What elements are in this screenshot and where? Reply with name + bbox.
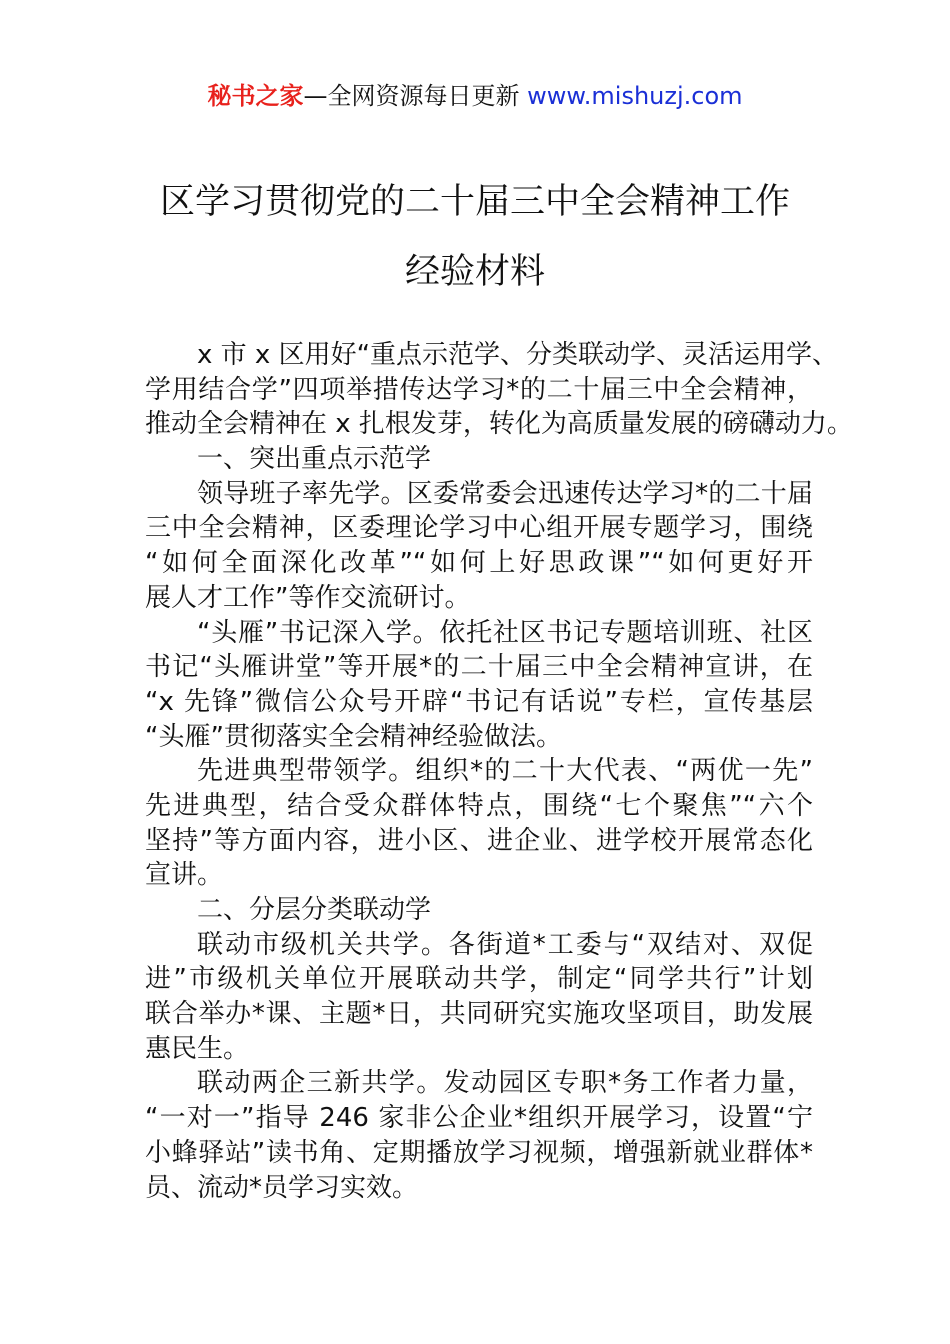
- text-line: “头雁”贯彻落实全会精神经验做法。: [145, 721, 562, 752]
- text-line: 推动全会精神在 x 扎根发芽，转化为高质量发展的磅礴动力。: [145, 409, 853, 440]
- text-line: 展人才工作”等作交流研讨。: [145, 582, 471, 613]
- text-line: 先进典型带领学。组织*的二十大代表、“两优一先”: [197, 756, 813, 787]
- document-title-line-2: 经验材料: [404, 252, 545, 292]
- text-line: 联合举办*课、主题*日，共同研究实施攻坚项目，助发展: [145, 999, 813, 1030]
- site-brand: 秘书之家: [207, 82, 304, 110]
- text-line: “x 先锋”微信公众号开辟“书记有话说”专栏，宣传基层: [145, 686, 813, 717]
- text-line: “如何全面深化改革”“如何上好思政课”“如何更好开: [145, 548, 813, 579]
- text-line: 坚持”等方面内容，进小区、进企业、进学校开展常态化: [145, 825, 813, 856]
- text-line: 书记“头雁讲堂”等开展*的二十届三中全会精神宣讲，在: [145, 652, 813, 683]
- text-line: “头雁”书记深入学。依托社区书记专题培训班、社区: [197, 617, 813, 648]
- paragraph-models: [145, 754, 813, 893]
- paragraph-leadership: [145, 477, 813, 616]
- text-line: 员、流动*员学习实效。: [145, 1172, 419, 1203]
- text-line: 三中全会精神，区委理论学习中心组开展专题学习，围绕: [145, 513, 813, 544]
- paragraph-enterprises: [145, 1066, 813, 1205]
- text-line: 联动两企三新共学。发动园区专职*务工作者力量，: [197, 1068, 813, 1099]
- site-url-link[interactable]: www.mishuzj.com: [527, 82, 743, 110]
- document-body: [145, 338, 853, 1205]
- section-heading-1: 一、突出重点示范学: [197, 444, 432, 475]
- text-line: 先进典型，结合受众群体特点，围绕“七个聚焦”“六个: [145, 790, 813, 821]
- text-line: x 市 x 区用好“重点示范学、分类联动学、灵活运用学、: [197, 340, 839, 370]
- text-line: 宣讲。: [145, 860, 224, 891]
- document-title-line-1: 区学习贯彻党的二十届三中全会精神工作: [159, 182, 790, 222]
- section-heading-2: 二、分层分类联动学: [197, 895, 432, 925]
- site-header: [0, 80, 950, 112]
- text-line: 进”市级机关单位开展联动共学，制定“同学共行”计划: [145, 964, 813, 995]
- paragraph-city-organs: [145, 928, 813, 1067]
- text-line: 小蜂驿站”读书角、定期播放学习视频，增强新就业群体*: [145, 1137, 813, 1168]
- text-line: 惠民生。: [145, 1033, 250, 1064]
- text-line: 联动市级机关共学。各街道*工委与“双结对、双促: [197, 929, 813, 960]
- paragraph-secretaries: [145, 616, 813, 755]
- text-line: “一对一”指导 246 家非公企业*组织开展学习，设置“宁: [145, 1103, 813, 1134]
- text-line: 学用结合学”四项举措传达学习*的二十届三中全会精神，: [145, 374, 813, 405]
- text-line: 领导班子率先学。区委常委会迅速传达学习*的二十届: [197, 478, 813, 509]
- paragraph-intro: [145, 338, 853, 442]
- site-tagline: —全网资源每日更新: [303, 82, 528, 110]
